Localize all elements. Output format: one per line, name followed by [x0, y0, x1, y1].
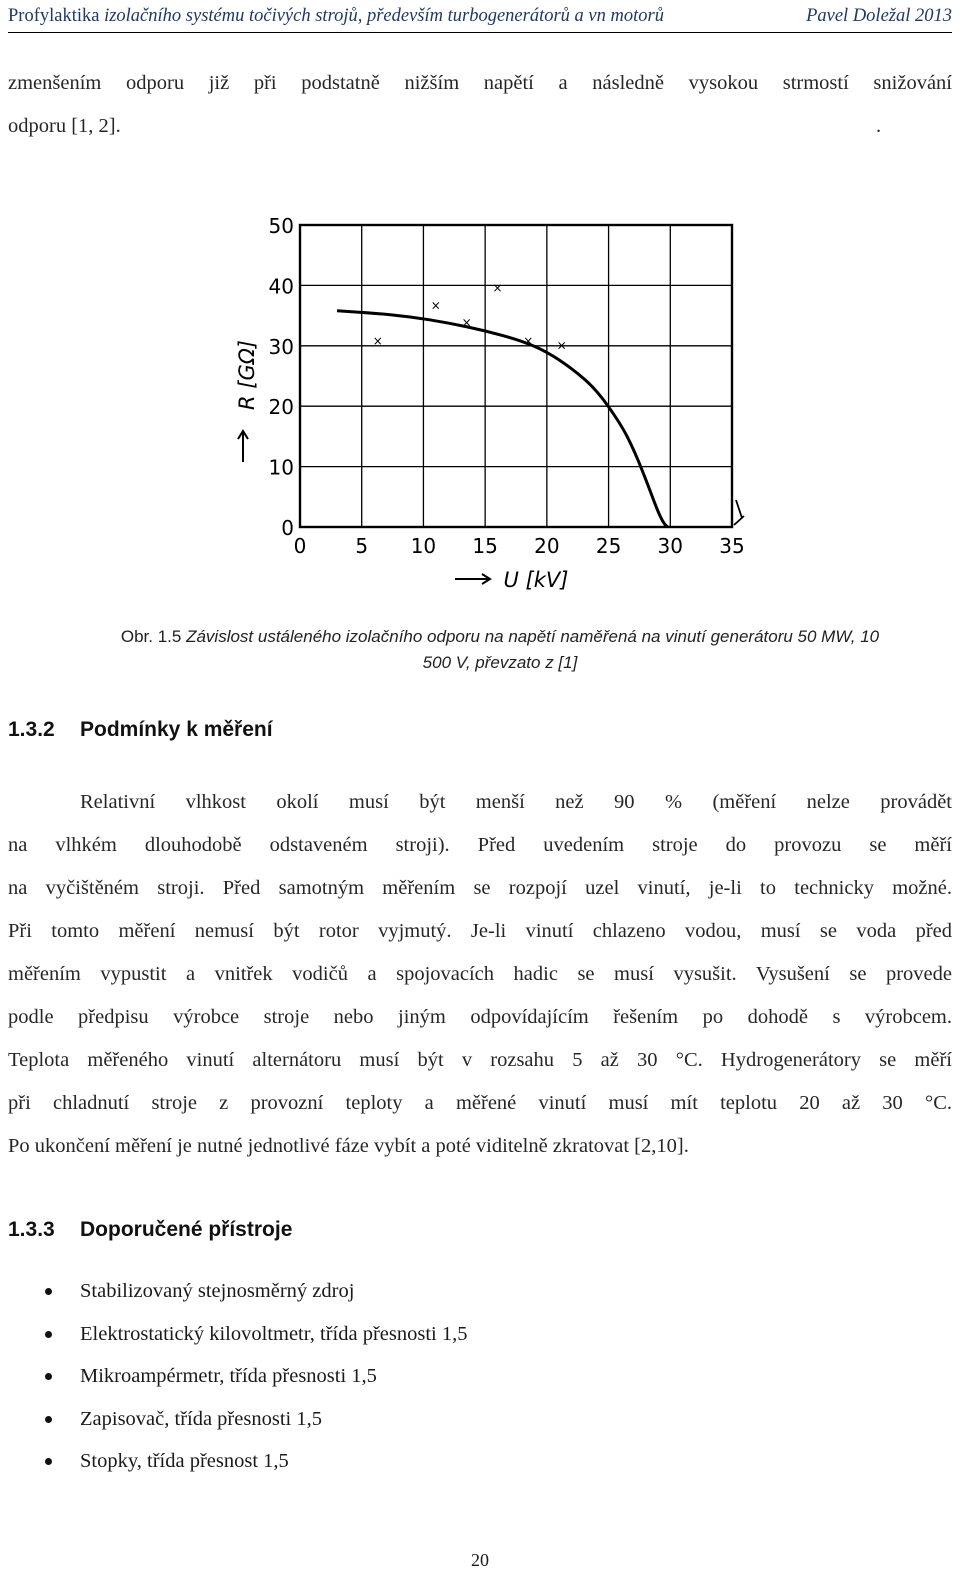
y-axis-arrow	[238, 431, 248, 462]
paragraph-line: podle předpisu výrobce stroje nebo jiným odpovídajícím řešením po dohodě s výrobcem.	[8, 1006, 952, 1028]
header-author: Pavel Doležal 2013	[806, 6, 952, 26]
y-tick-label: 20	[268, 395, 294, 420]
x-tick-label: 10	[410, 534, 437, 558]
x-tick-labels	[294, 534, 745, 558]
page-header	[8, 2, 952, 33]
instrument-list	[8, 1276, 467, 1489]
stray-dot: .	[876, 115, 882, 137]
chart-grid	[300, 225, 732, 527]
y-tick-label: 30	[268, 334, 294, 359]
list-item: Elektrostatický kilovoltmetr, třída přesnosti 1,5	[8, 1319, 467, 1362]
data-point-marker: ×	[556, 338, 567, 353]
list-item: Stopky, třída přesnost 1,5	[8, 1446, 467, 1489]
x-tick-label: 30	[657, 534, 684, 558]
bullet-icon	[45, 1458, 52, 1465]
y-tick-labels	[269, 214, 294, 540]
list-item: Mikroampérmetr, třída přesnosti 1,5	[8, 1361, 467, 1404]
paragraph-line: Teplota měřeného vinutí alternátoru musí být v rozsahu 5 až 30 °C. Hydrogenerátory se měří	[8, 1049, 952, 1071]
x-tick-label: 20	[534, 534, 560, 558]
list-item: Stabilizovaný stejnosměrný zdroj	[8, 1276, 467, 1319]
section-number: 1.3.2	[8, 718, 55, 741]
figure-caption-text: Závislost ustáleného izolačního odporu na napětí naměřená na vinutí generátoru 50 MW, 10 500 V, převzato z [1]	[186, 627, 880, 672]
y-axis-label: R [GΩ]	[235, 340, 259, 410]
paragraph-line: Relativní vlhkost okolí musí být menší než 90 % (měření nelze provádět	[80, 791, 952, 813]
x-tick-label: 35	[719, 534, 745, 558]
chart-frame	[300, 225, 732, 527]
bullet-icon	[45, 1373, 52, 1380]
data-point-marker: ×	[461, 315, 472, 330]
paragraph-line: měřením vypustit a vnitřek vodičů a spojovacích hadic se musí vysušit. Vysušení se provede	[8, 963, 952, 985]
axis-break-mark	[734, 500, 744, 525]
x-axis-arrow	[455, 574, 490, 584]
chart-series	[337, 281, 744, 527]
y-tick-label: 50	[268, 214, 294, 238]
bullet-icon	[45, 1416, 52, 1423]
page-number: 20	[471, 1550, 489, 1570]
x-tick-label: 0	[293, 534, 307, 558]
list-item: Zapisovač, třída přesnosti 1,5	[8, 1404, 467, 1447]
x-tick-label: 5	[355, 534, 369, 558]
section-heading-1-3-3	[8, 1218, 292, 1242]
x-tick-label: 15	[472, 534, 498, 558]
series-line	[337, 311, 668, 527]
section-title: Doporučené přístroje	[80, 1218, 293, 1241]
intro-line-2: odporu [1, 2].	[8, 115, 121, 137]
bullet-icon	[45, 1288, 52, 1295]
figure-caption	[120, 624, 880, 676]
data-point-marker: ×	[492, 281, 503, 296]
paragraph-line: Po ukončení měření je nutné jednotlivé fáze vybít a poté viditelně zkratovat [2,10].	[8, 1135, 689, 1157]
resistance-voltage-chart	[0, 200, 960, 600]
bullet-icon	[45, 1331, 52, 1338]
y-tick-label: 10	[268, 455, 294, 480]
section-heading-1-3-2	[8, 718, 273, 742]
y-tick-label: 0	[281, 516, 294, 540]
x-axis-label: U [kV]	[503, 568, 569, 592]
intro-line-1: zmenšením odporu již při podstatně nižším napětí a následně vysokou strmostí snižování	[8, 72, 952, 94]
paragraph-line: Při tomto měření nemusí být rotor vyjmutý. Je-li vinutí chlazeno vodou, musí se voda před	[8, 920, 952, 942]
y-tick-label: 40	[268, 274, 294, 299]
data-point-marker: ×	[430, 298, 441, 313]
figure-label: Obr. 1.5	[120, 627, 187, 646]
data-point-marker: ×	[372, 333, 383, 348]
paragraph-line: na vyčištěném stroji. Před samotným měřením se rozpojí uzel vinutí, je-li to technicky možné.	[8, 877, 952, 899]
section-number: 1.3.3	[8, 1218, 55, 1241]
plot-frame	[300, 225, 732, 527]
paragraph-line: při chladnutí stroje z provozní teploty a měřené vinutí musí mít teplotu 20 až 30 °C.	[8, 1092, 952, 1114]
data-point-marker: ×	[523, 333, 534, 348]
header-title: Profylaktika izolačního systému točivých strojů, především turbogenerátorů a vn motorů	[8, 6, 664, 26]
paragraph-line: na vlhkém dlouhodobě odstaveném stroji). Před uvedením stroje do provozu se měří	[8, 834, 952, 856]
section-title: Podmínky k měření	[80, 718, 273, 741]
header-title-italic: izolačního systému točivých strojů, především turbogenerátorů a vn motorů	[104, 6, 664, 26]
x-tick-label: 25	[595, 534, 622, 558]
